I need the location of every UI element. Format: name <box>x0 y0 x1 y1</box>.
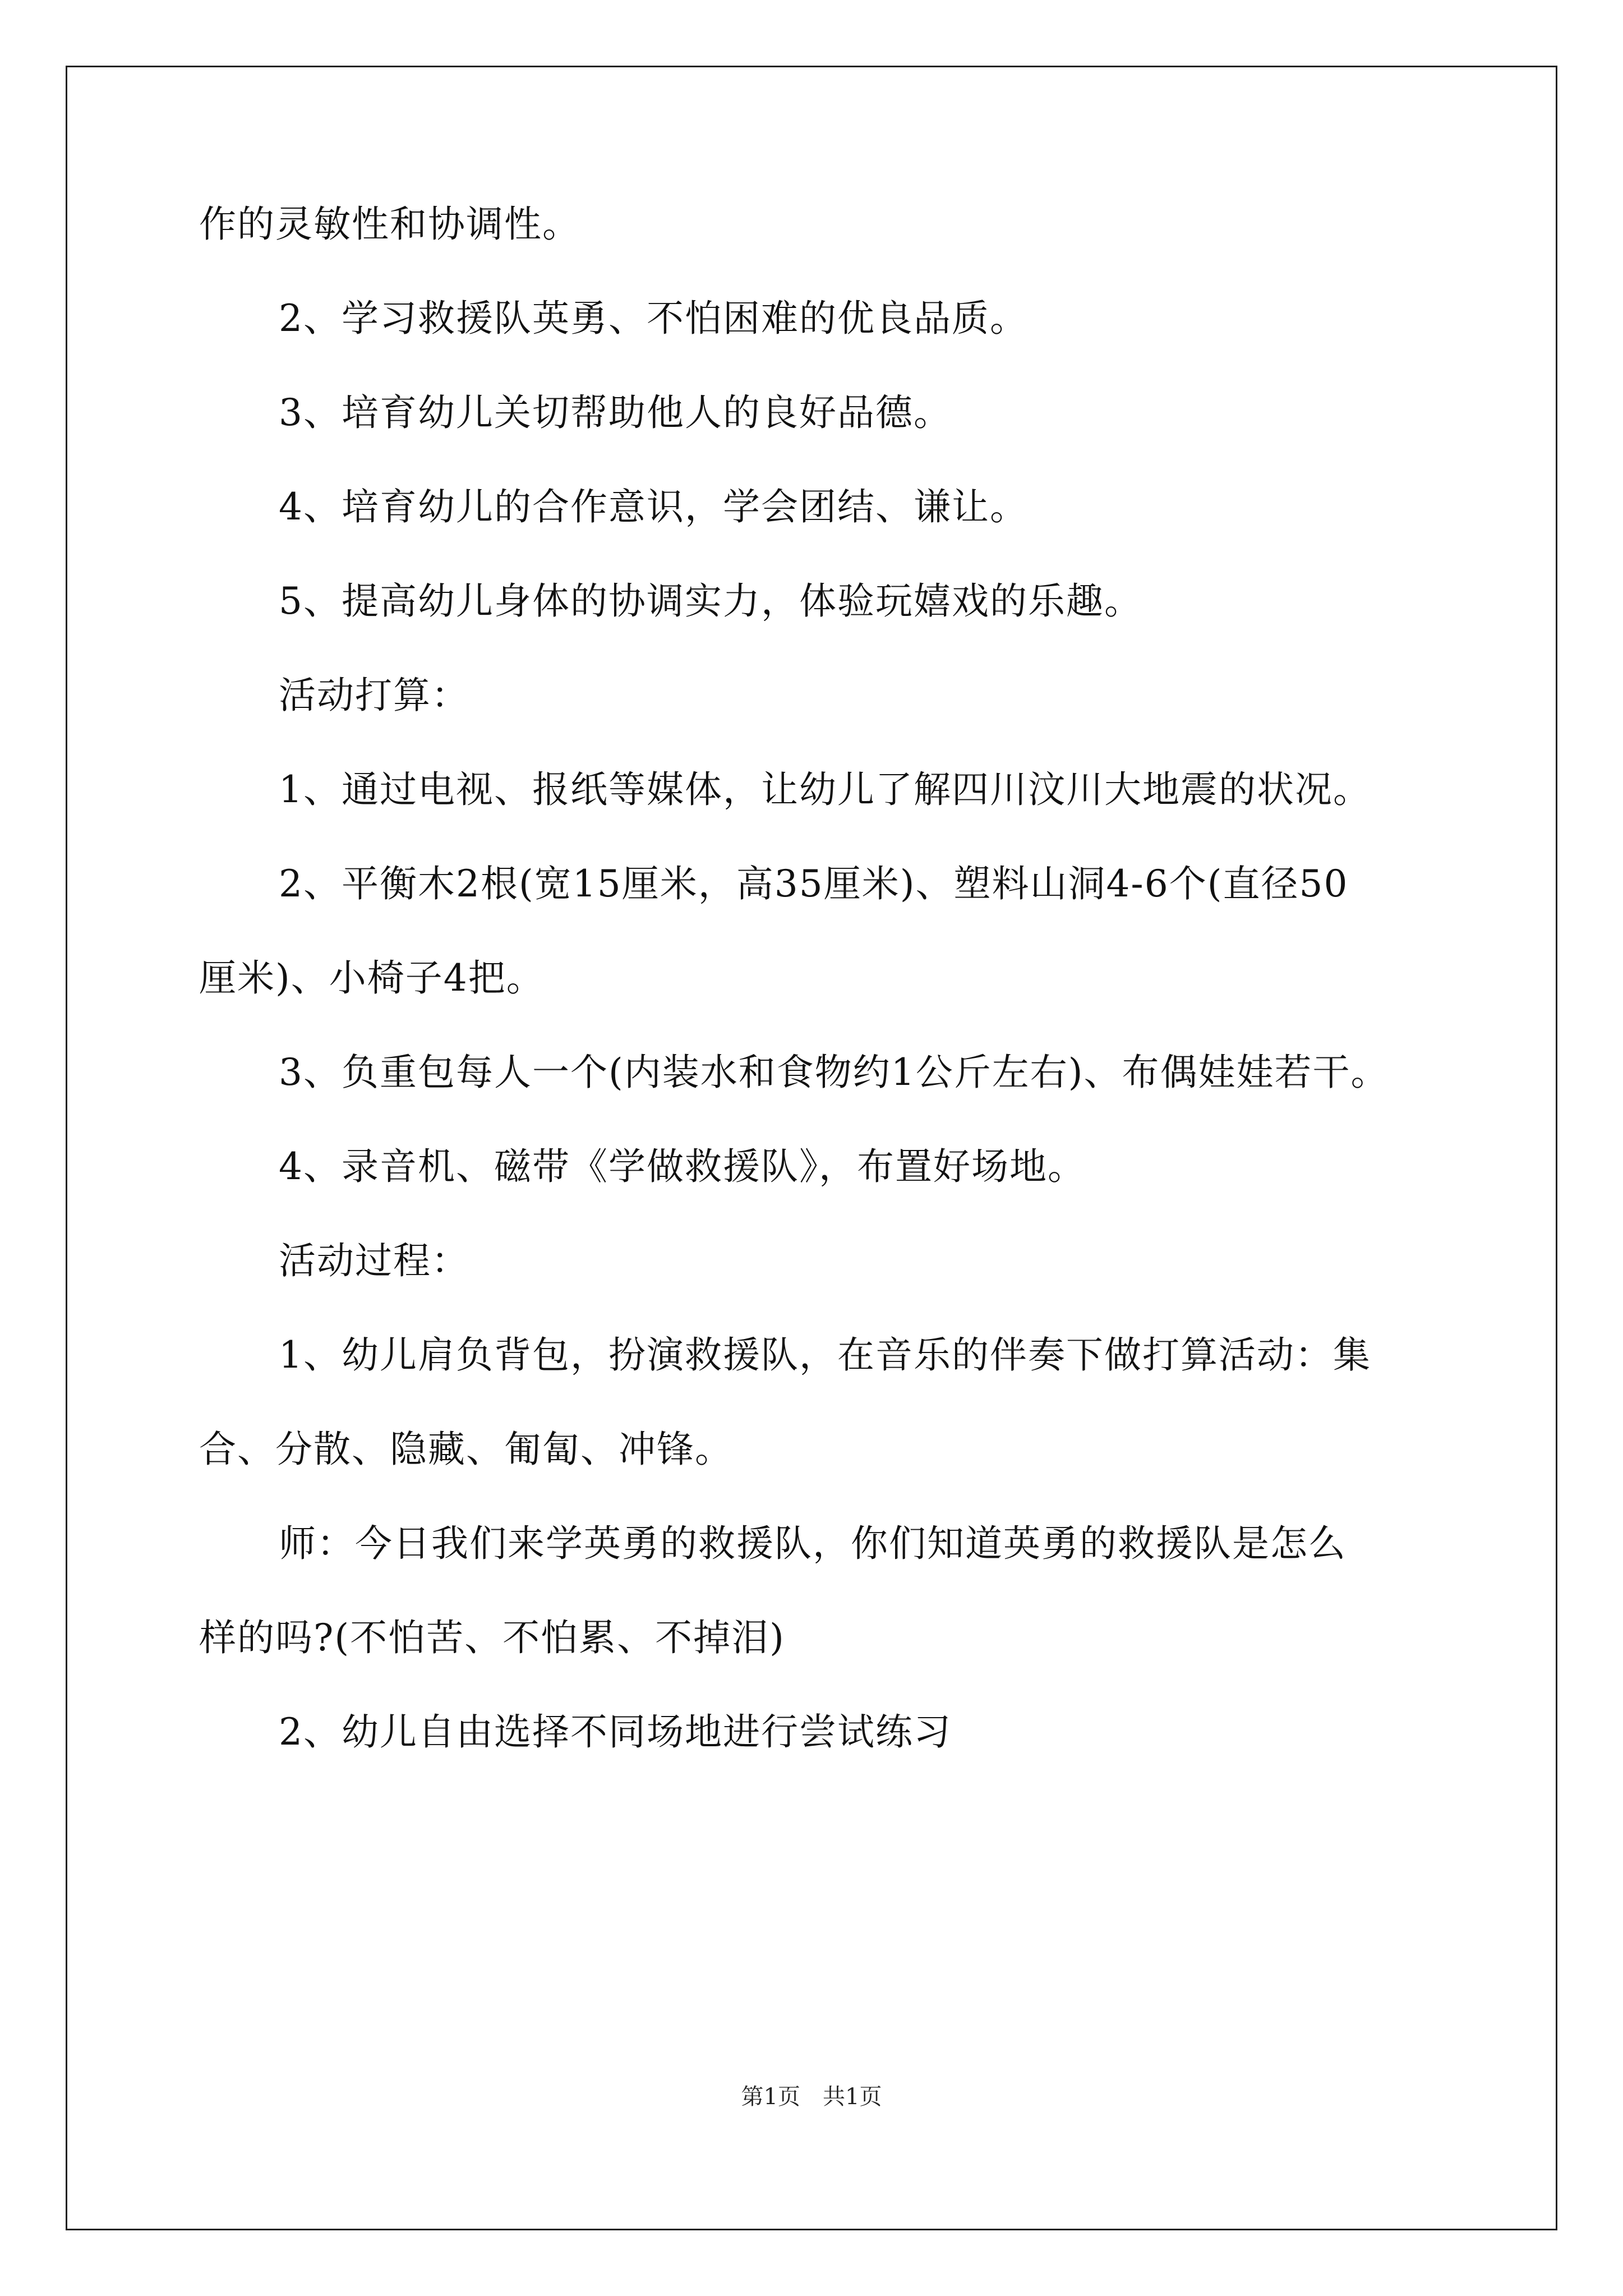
page-number-footer: 第1页 共1页 <box>741 2084 882 2110</box>
paragraph-line: 2、幼儿自由选择不同场地进行尝试练习 <box>279 1710 952 1754</box>
paragraph-line: 样的吗?(不怕苦、不怕累、不掉泪) <box>199 1616 785 1659</box>
paragraph-line: 1、通过电视、报纸等媒体，让幼儿了解四川汶川大地震的状况。 <box>279 768 1371 811</box>
section-heading: 活动过程： <box>279 1239 469 1282</box>
paragraph-line: 3、负重包每人一个(内装水和食物约1公斤左右)、布偶娃娃若干。 <box>279 1051 1389 1094</box>
paragraph-line: 厘米)、小椅子4把。 <box>199 956 545 1000</box>
paragraph-line: 1、幼儿肩负背包，扮演救援队，在音乐的伴奏下做打算活动：集 <box>279 1333 1371 1377</box>
paragraph-line: 5、提高幼儿身体的协调实力，体验玩嬉戏的乐趣。 <box>279 579 1142 623</box>
paragraph-line: 4、培育幼儿的合作意识，学会团结、谦让。 <box>279 485 1028 528</box>
paragraph-line: 3、培育幼儿关切帮助他人的良好品德。 <box>279 391 952 434</box>
paragraph-line: 师：今日我们来学英勇的救援队，你们知道英勇的救援队是怎么 <box>279 1522 1347 1565</box>
section-heading: 活动打算： <box>279 674 469 717</box>
paragraph-line: 合、分散、隐藏、匍匐、冲锋。 <box>199 1428 733 1471</box>
paragraph-line: 4、录音机、磁带《学做救援队》，布置好场地。 <box>279 1145 1086 1188</box>
paragraph-line: 2、平衡木2根(宽15厘米，高35厘米)、塑料山洞4-6个(直径50 <box>279 862 1349 905</box>
paragraph-line: 2、学习救援队英勇、不怕困难的优良品质。 <box>279 297 1028 340</box>
paragraph-line: 作的灵敏性和协调性。 <box>199 203 580 246</box>
